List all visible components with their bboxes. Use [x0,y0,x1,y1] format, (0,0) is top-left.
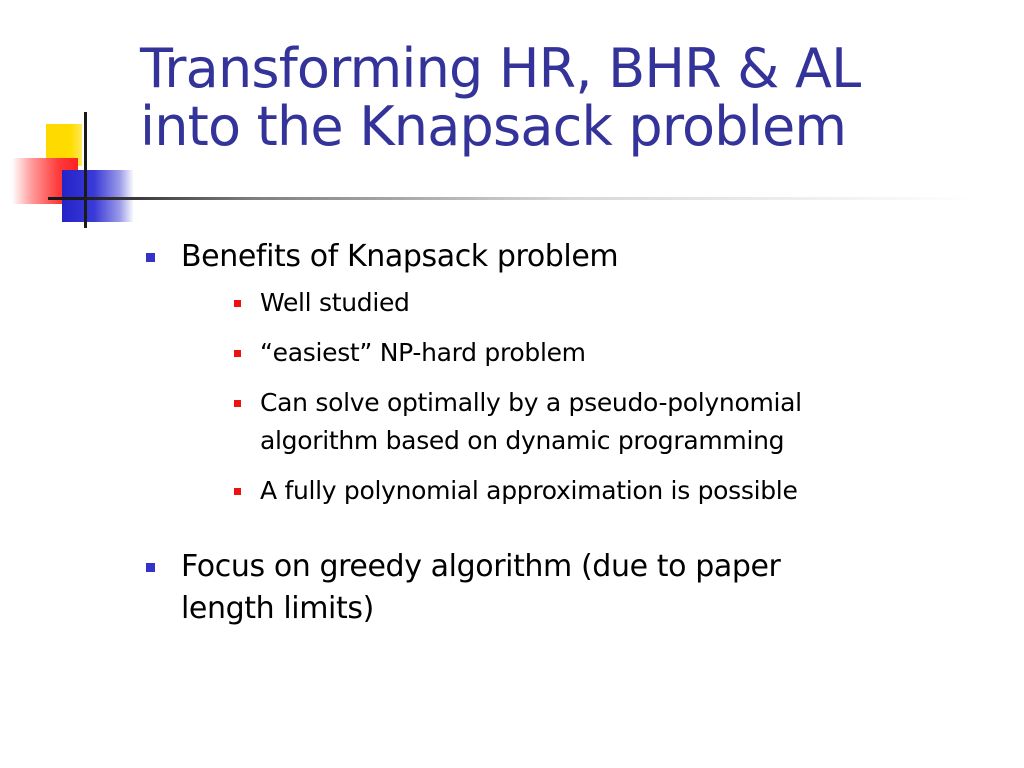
square-bullet-icon [234,350,241,357]
vertical-line [84,112,87,228]
bullet-text: length limits) [181,591,374,626]
square-bullet-icon [146,253,155,262]
square-bullet-icon [234,400,241,407]
sub-bullet-list [226,284,966,510]
sub-bullet-text: A fully polynomial approximation is possible [260,476,798,505]
slide-title [140,37,1000,158]
sub-bullet-text: Well studied [260,288,410,317]
bullet-text: Benefits of Knapsack problem [181,239,619,274]
sub-bullet-item [226,334,966,372]
sub-bullet-item [226,472,966,510]
bullet-text: Focus on greedy algorithm (due to paper [181,549,781,584]
square-bullet-icon [234,300,241,307]
bullet-benefits [146,236,966,510]
blue-square [62,170,134,222]
slide-title-line-1: Transforming HR, BHR & AL [140,37,861,100]
sub-bullet-item [226,384,966,460]
bullet-greedy-focus [146,546,966,630]
title-underline [78,197,978,200]
sub-bullet-text: “easiest” NP-hard problem [260,338,586,367]
square-bullet-icon [234,488,241,495]
square-bullet-icon [146,563,155,572]
sub-bullet-text: Can solve optimally by a pseudo-polynomial [260,388,802,417]
sub-bullet-text: algorithm based on dynamic programming [260,426,785,455]
slide-title-line-2: into the Knapsack problem [140,95,847,158]
sub-bullet-item [226,284,966,322]
slide-body [146,236,966,630]
decorative-squares-crosshair-icon [0,0,160,240]
